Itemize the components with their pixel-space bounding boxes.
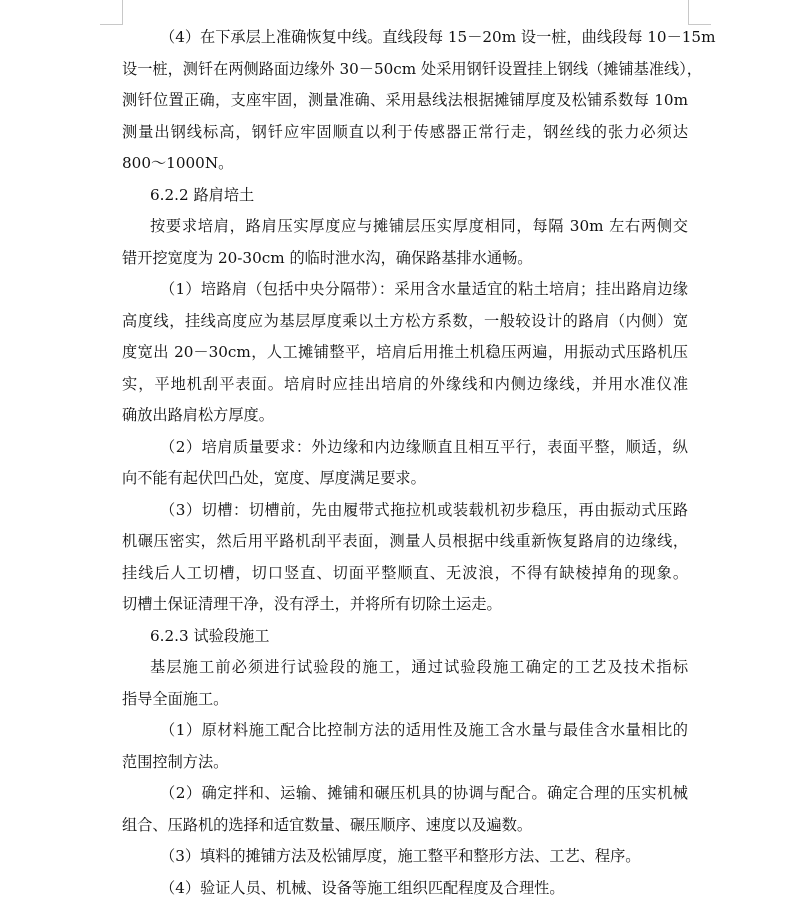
page-corner-mark-left: [100, 0, 123, 25]
section-heading: 6.2.3 试验段施工: [122, 621, 688, 653]
paragraph-line: （2）培肩质量要求：外边缘和内边缘顺直且相互平行，表面平整，顺适，纵: [122, 432, 688, 464]
paragraph-line: （3）填料的摊铺方法及松铺厚度，施工整平和整形方法、工艺、程序。: [122, 841, 688, 873]
paragraph-line: 设一桩，测钎在两侧路面边缘外 30－50cm 处采用钢钎设置挂上钢线（摊铺基准线），: [122, 54, 688, 86]
section-heading: 6.2.2 路肩培土: [122, 180, 688, 212]
paragraph-line: 基层施工前必须进行试验段的施工，通过试验段施工确定的工艺及技术指标: [122, 652, 688, 684]
paragraph-line: 错开挖宽度为 20-30cm 的临时泄水沟，确保路基排水通畅。: [122, 243, 688, 275]
paragraph-line: 切槽土保证清理干净，没有浮土，并将所有切除土运走。: [122, 589, 688, 621]
paragraph-line: （3）切槽：切槽前，先由履带式拖拉机或装载机初步稳压，再由振动式压路: [122, 495, 688, 527]
paragraph-line: 测钎位置正确，支座牢固，测量准确、采用悬线法根据摊铺厚度及松铺系数每 10m: [122, 85, 688, 117]
paragraph-line: 范围控制方法。: [122, 747, 688, 779]
paragraph-line: 挂线后人工切槽，切口竖直、切面平整顺直、无波浪，不得有缺棱掉角的现象。: [122, 558, 688, 590]
paragraph-line: 800～1000N。: [122, 148, 688, 180]
paragraph-line: （1）原材料施工配合比控制方法的适用性及施工含水量与最佳含水量相比的: [122, 715, 688, 747]
paragraph-line: 指导全面施工。: [122, 684, 688, 716]
paragraph-line: 组合、压路机的选择和适宜数量、碾压顺序、速度以及遍数。: [122, 810, 688, 842]
paragraph-line: （4）验证人员、机械、设备等施工组织匹配程度及合理性。: [122, 873, 688, 904]
paragraph-line: 向不能有起伏凹凸处，宽度、厚度满足要求。: [122, 463, 688, 495]
paragraph-line: 按要求培肩，路肩压实厚度应与摊铺层压实厚度相同，每隔 30m 左右两侧交: [122, 211, 688, 243]
paragraph-line: （4）在下承层上准确恢复中线。直线段每 15－20m 设一桩，曲线段每 10－15m: [122, 22, 688, 54]
paragraph-line: 实，平地机刮平表面。培肩时应挂出培肩的外缘线和内侧边缘线，并用水准仪准: [122, 369, 688, 401]
paragraph-line: 高度线，挂线高度应为基层厚度乘以土方松方系数，一般较设计的路肩（内侧）宽: [122, 306, 688, 338]
paragraph-line: （1）培路肩（包括中央分隔带）：采用含水量适宜的粘土培肩；挂出路肩边缘: [122, 274, 688, 306]
paragraph-line: 机碾压密实，然后用平路机刮平表面，测量人员根据中线重新恢复路肩的边缘线，: [122, 526, 688, 558]
paragraph-line: 度宽出 20－30cm，人工摊铺整平，培肩后用推土机稳压两遍，用振动式压路机压: [122, 337, 688, 369]
paragraph-line: 确放出路肩松方厚度。: [122, 400, 688, 432]
paragraph-line: （2）确定拌和、运输、摊铺和碾压机具的协调与配合。确定合理的压实机械: [122, 778, 688, 810]
paragraph-line: 测量出钢线标高，钢钎应牢固顺直以利于传感器正常行走，钢丝线的张力必须达: [122, 117, 688, 149]
